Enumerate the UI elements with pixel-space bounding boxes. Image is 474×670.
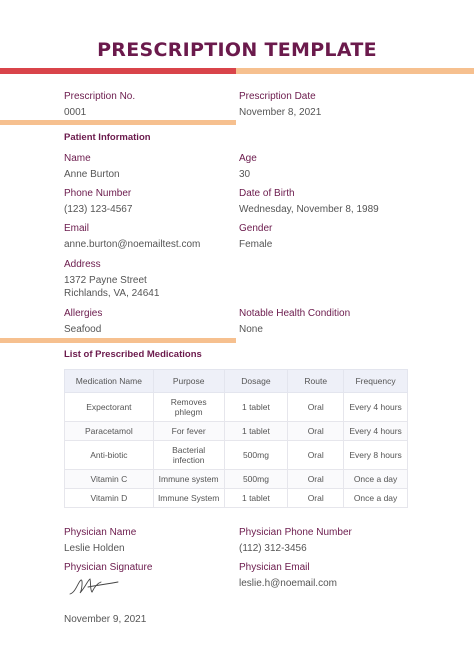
- table-cell: Immune system: [153, 470, 224, 489]
- patient-gender-value: Female: [239, 239, 273, 250]
- medications-heading: List of Prescribed Medications: [64, 349, 202, 360]
- patient-phone-label: Phone Number: [64, 188, 132, 199]
- patient-info-heading: Patient Information: [64, 132, 151, 143]
- column-header: Dosage: [224, 370, 288, 393]
- medications-table: [64, 369, 408, 508]
- table-row: [65, 393, 408, 422]
- physician-email-field: [239, 561, 337, 590]
- patient-gender-field: [239, 222, 272, 251]
- table-row: [65, 422, 408, 441]
- title-divider-peach: [236, 68, 474, 74]
- table-cell: Bacterial infection: [153, 441, 224, 470]
- table-cell: For fever: [153, 422, 224, 441]
- patient-dob-value: Wednesday, November 8, 1989: [239, 204, 379, 215]
- column-header: Route: [288, 370, 344, 393]
- patient-allergies-value: Seafood: [64, 324, 102, 335]
- physician-phone-value: (112) 312-3456: [239, 543, 307, 554]
- table-row: [65, 470, 408, 489]
- patient-address-line1: 1372 Payne Street: [64, 275, 147, 286]
- physician-phone-label: Physician Phone Number: [239, 527, 352, 538]
- prescription-no-label: Prescription No.: [64, 91, 136, 102]
- patient-address-line2: Richlands, VA, 24641: [64, 288, 160, 299]
- physician-email-label: Physician Email: [239, 562, 310, 573]
- prescription-date-field: [239, 90, 321, 119]
- column-header: Medication Name: [65, 370, 154, 393]
- table-cell: Once a day: [344, 470, 408, 489]
- prescription-date-label: Prescription Date: [239, 91, 316, 102]
- patient-dob-label: Date of Birth: [239, 188, 295, 199]
- section-divider-medications: [0, 338, 236, 343]
- patient-age-field: [239, 152, 257, 181]
- title-divider-red: [0, 68, 236, 74]
- table-cell: Every 4 hours: [344, 422, 408, 441]
- table-cell: 500mg: [224, 470, 288, 489]
- signed-date-value: November 9, 2021: [64, 614, 147, 625]
- patient-phone-value: (123) 123-4567: [64, 204, 133, 215]
- patient-email-label: Email: [64, 223, 90, 234]
- physician-name-label: Physician Name: [64, 527, 137, 538]
- table-cell: 1 tablet: [224, 393, 288, 422]
- physician-signature-label: Physician Signature: [64, 562, 153, 573]
- patient-address-label: Address: [64, 259, 101, 270]
- patient-age-label: Age: [239, 153, 257, 164]
- physician-name-value: Leslie Holden: [64, 543, 125, 554]
- section-divider-patient: [0, 120, 236, 125]
- table-cell: Every 8 hours: [344, 441, 408, 470]
- patient-address-field: [64, 258, 159, 300]
- signed-date-field: [64, 613, 146, 626]
- table-cell: 1 tablet: [224, 489, 288, 508]
- table-cell: Oral: [288, 422, 344, 441]
- table-cell: Oral: [288, 441, 344, 470]
- prescription-no-value: 0001: [64, 107, 87, 118]
- patient-allergies-field: [64, 307, 102, 336]
- table-row: [65, 489, 408, 508]
- table-cell: 500mg: [224, 441, 288, 470]
- patient-gender-label: Gender: [239, 223, 273, 234]
- table-cell: Vitamin C: [65, 470, 154, 489]
- physician-phone-field: [239, 526, 352, 555]
- prescription-no-field: [64, 90, 135, 119]
- table-header-row: [65, 370, 408, 393]
- table-cell: Removes phlegm: [153, 393, 224, 422]
- patient-condition-label: Notable Health Condition: [239, 308, 351, 319]
- patient-dob-field: [239, 187, 379, 216]
- document-title: PRESCRIPTION TEMPLATE: [97, 39, 377, 61]
- table-cell: Oral: [288, 470, 344, 489]
- table-cell: Anti-biotic: [65, 441, 154, 470]
- patient-email-field: [64, 222, 200, 251]
- table-cell: Every 4 hours: [344, 393, 408, 422]
- table-cell: Oral: [288, 489, 344, 508]
- column-header: Frequency: [344, 370, 408, 393]
- patient-age-value: 30: [239, 169, 251, 180]
- physician-email-value: leslie.h@noemail.com: [239, 578, 337, 589]
- signature-image: [68, 574, 124, 598]
- patient-condition-value: None: [239, 324, 263, 335]
- table-cell: 1 tablet: [224, 422, 288, 441]
- patient-name-field: [64, 152, 120, 181]
- physician-signature-field: [64, 561, 152, 574]
- table-cell: Expectorant: [65, 393, 154, 422]
- table-cell: Once a day: [344, 489, 408, 508]
- table-cell: Oral: [288, 393, 344, 422]
- table-cell: Immune System: [153, 489, 224, 508]
- column-header: Purpose: [153, 370, 224, 393]
- patient-name-value: Anne Burton: [64, 169, 120, 180]
- patient-condition-field: [239, 307, 350, 336]
- physician-name-field: [64, 526, 136, 555]
- table-cell: Vitamin D: [65, 489, 154, 508]
- prescription-date-value: November 8, 2021: [239, 107, 322, 118]
- table-cell: Paracetamol: [65, 422, 154, 441]
- patient-phone-field: [64, 187, 132, 216]
- table-row: [65, 441, 408, 470]
- patient-email-value: anne.burton@noemailtest.com: [64, 239, 201, 250]
- patient-allergies-label: Allergies: [64, 308, 103, 319]
- patient-name-label: Name: [64, 153, 91, 164]
